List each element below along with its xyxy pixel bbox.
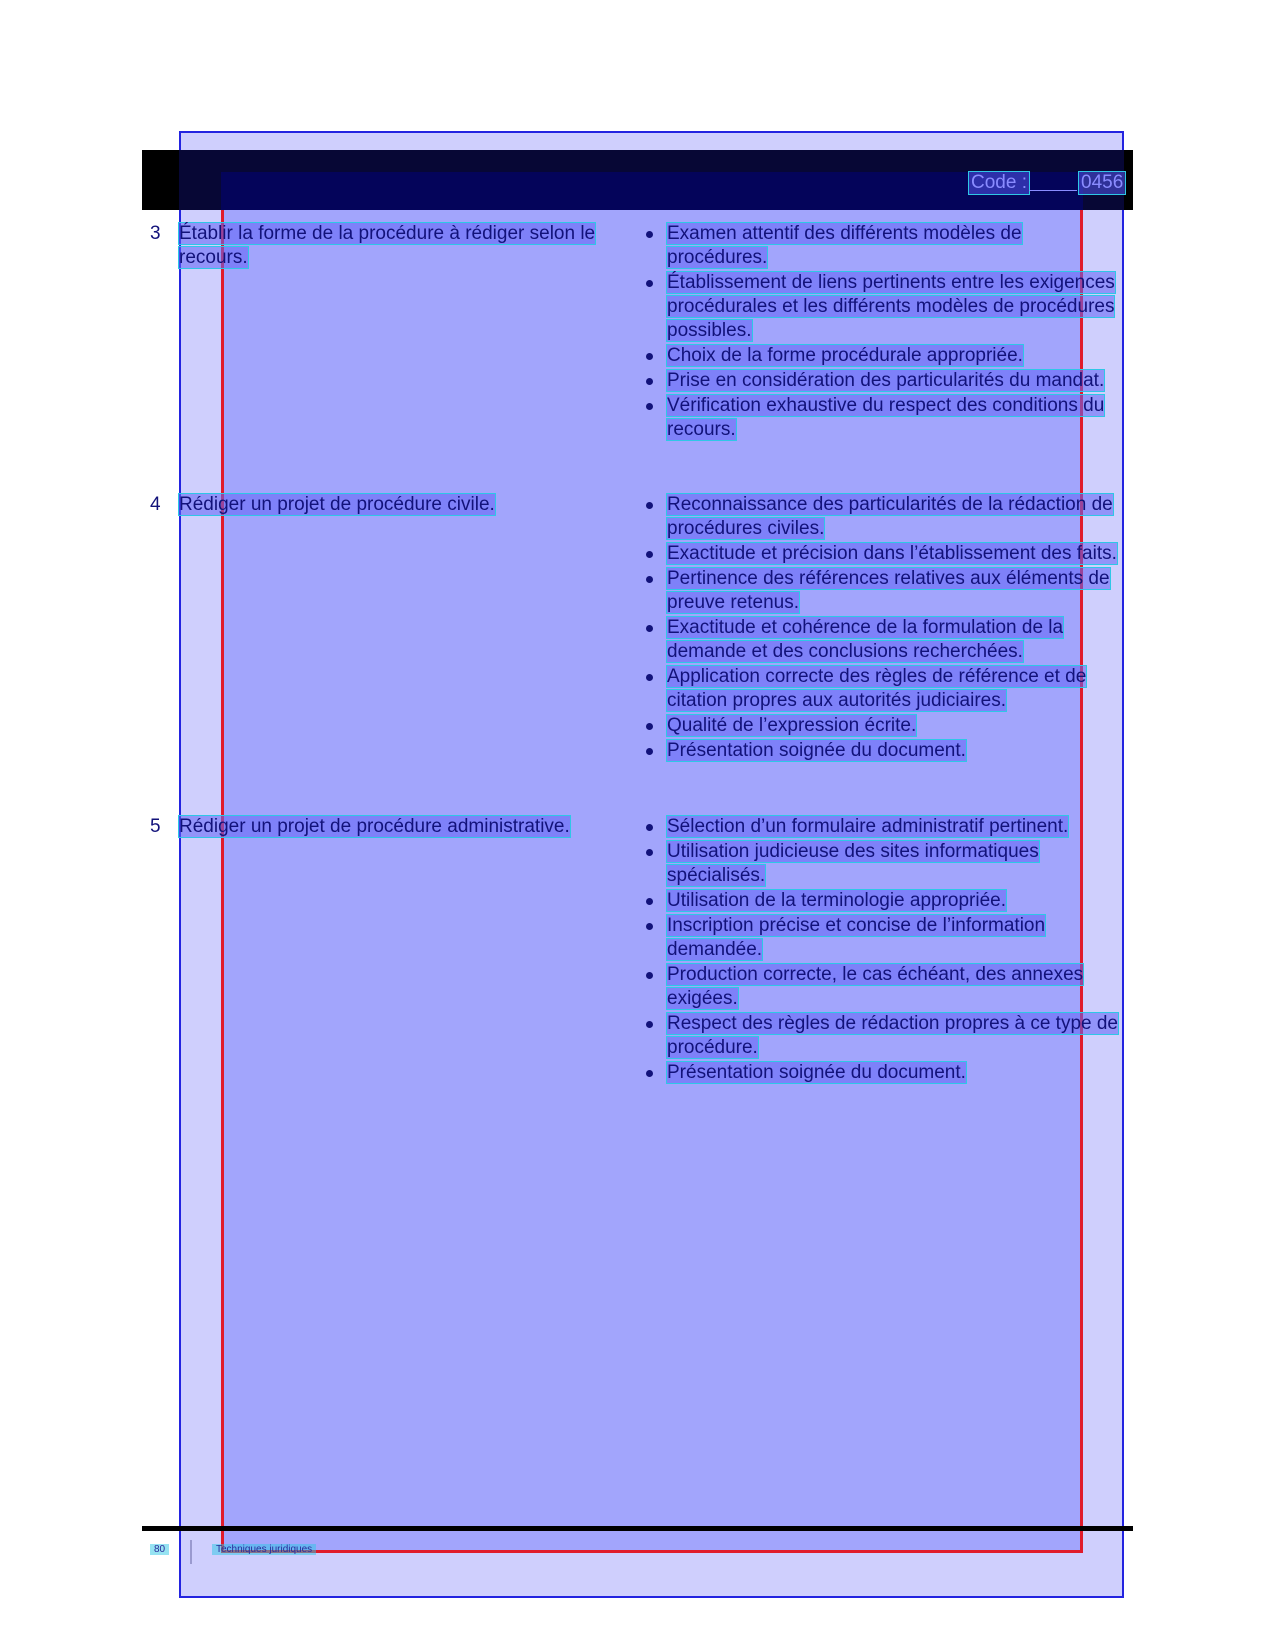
criteria-item <box>644 394 1124 442</box>
criteria-item <box>644 567 1124 615</box>
criteria-text: Utilisation de la terminologie appropriée. <box>667 890 1007 911</box>
code-label: Code : <box>968 171 1030 195</box>
competency-element <box>178 815 648 839</box>
criteria-item <box>644 271 1124 343</box>
criteria-item <box>644 369 1124 393</box>
bullet-icon <box>646 1070 653 1077</box>
bullet-icon <box>646 972 653 979</box>
bullet-icon <box>646 748 653 755</box>
footer-rule <box>142 1526 1133 1531</box>
bullet-icon <box>646 551 653 558</box>
bullet-icon <box>646 403 653 410</box>
bullet-icon <box>646 674 653 681</box>
criteria-item <box>644 815 1124 839</box>
criteria-list <box>644 493 1124 764</box>
criteria-text: Vérification exhaustive du respect des conditions du recours. <box>667 395 1105 440</box>
criteria-item <box>644 542 1124 566</box>
bullet-icon <box>646 625 653 632</box>
footer-page-number: 80 <box>150 1544 169 1555</box>
bullet-icon <box>646 378 653 385</box>
competency-number: 4 <box>150 494 161 515</box>
competency-number: 3 <box>150 223 161 244</box>
criteria-item <box>644 889 1124 913</box>
bullet-icon <box>646 280 653 287</box>
footer-separator <box>190 1540 192 1564</box>
criteria-item <box>644 1012 1124 1060</box>
criteria-item <box>644 616 1124 664</box>
bullet-icon <box>646 231 653 238</box>
criteria-text: Établissement de liens pertinents entre les exigences procédurales et les différents modèles de procédures possibles. <box>667 272 1115 341</box>
criteria-text: Présentation soignée du document. <box>667 1062 966 1083</box>
header-band-inner-overlay <box>221 172 1083 210</box>
criteria-text: Exactitude et cohérence de la formulation de la demande et des conclusions recherchées. <box>667 617 1064 662</box>
competency-element <box>178 493 648 517</box>
criteria-item <box>644 665 1124 713</box>
criteria-item <box>644 344 1124 368</box>
criteria-text: Qualité de l’expression écrite. <box>667 715 917 736</box>
criteria-text: Respect des règles de rédaction propres à ce type de procédure. <box>667 1013 1118 1058</box>
criteria-text: Présentation soignée du document. <box>667 740 966 761</box>
criteria-item <box>644 222 1124 270</box>
criteria-text: Exactitude et précision dans l’établissement des faits. <box>667 543 1117 564</box>
bullet-icon <box>646 923 653 930</box>
criteria-item <box>644 493 1124 541</box>
criteria-item <box>644 739 1124 763</box>
criteria-item <box>644 840 1124 888</box>
competency-element-text: Établir la forme de la procédure à rédiger selon le recours. <box>179 223 596 268</box>
competency-element-text: Rédiger un projet de procédure civile. <box>179 494 495 515</box>
footer-program-title: Techniques juridiques <box>212 1544 316 1555</box>
criteria-item <box>644 1061 1124 1085</box>
bullet-icon <box>646 353 653 360</box>
bullet-icon <box>646 576 653 583</box>
criteria-text: Application correcte des règles de référence et de citation propres aux autorités judiciaires. <box>667 666 1087 711</box>
bullet-icon <box>646 849 653 856</box>
criteria-text: Pertinence des références relatives aux éléments de preuve retenus. <box>667 568 1110 613</box>
code-underline <box>1029 190 1077 191</box>
criteria-text: Choix de la forme procédurale appropriée. <box>667 345 1023 366</box>
bullet-icon <box>646 898 653 905</box>
criteria-text: Inscription précise et concise de l’information demandée. <box>667 915 1046 960</box>
bullet-icon <box>646 1021 653 1028</box>
bullet-icon <box>646 723 653 730</box>
criteria-text: Examen attentif des différents modèles de procédures. <box>667 223 1022 268</box>
competency-element <box>178 222 618 270</box>
competency-number: 5 <box>150 816 161 837</box>
code-value: 0456 <box>1078 171 1126 195</box>
criteria-text: Sélection d’un formulaire administratif pertinent. <box>667 816 1069 837</box>
criteria-item <box>644 914 1124 962</box>
criteria-text: Production correcte, le cas échéant, des annexes exigées. <box>667 964 1084 1009</box>
criteria-text: Reconnaissance des particularités de la rédaction de procédures civiles. <box>667 494 1113 539</box>
criteria-list <box>644 815 1124 1086</box>
criteria-list <box>644 222 1124 443</box>
criteria-text: Prise en considération des particularités du mandat. <box>667 370 1105 391</box>
criteria-item <box>644 963 1124 1011</box>
bullet-icon <box>646 824 653 831</box>
criteria-text: Utilisation judicieuse des sites informatiques spécialisés. <box>667 841 1039 886</box>
competency-element-text: Rédiger un projet de procédure administrative. <box>179 816 570 837</box>
bullet-icon <box>646 502 653 509</box>
criteria-item <box>644 714 1124 738</box>
